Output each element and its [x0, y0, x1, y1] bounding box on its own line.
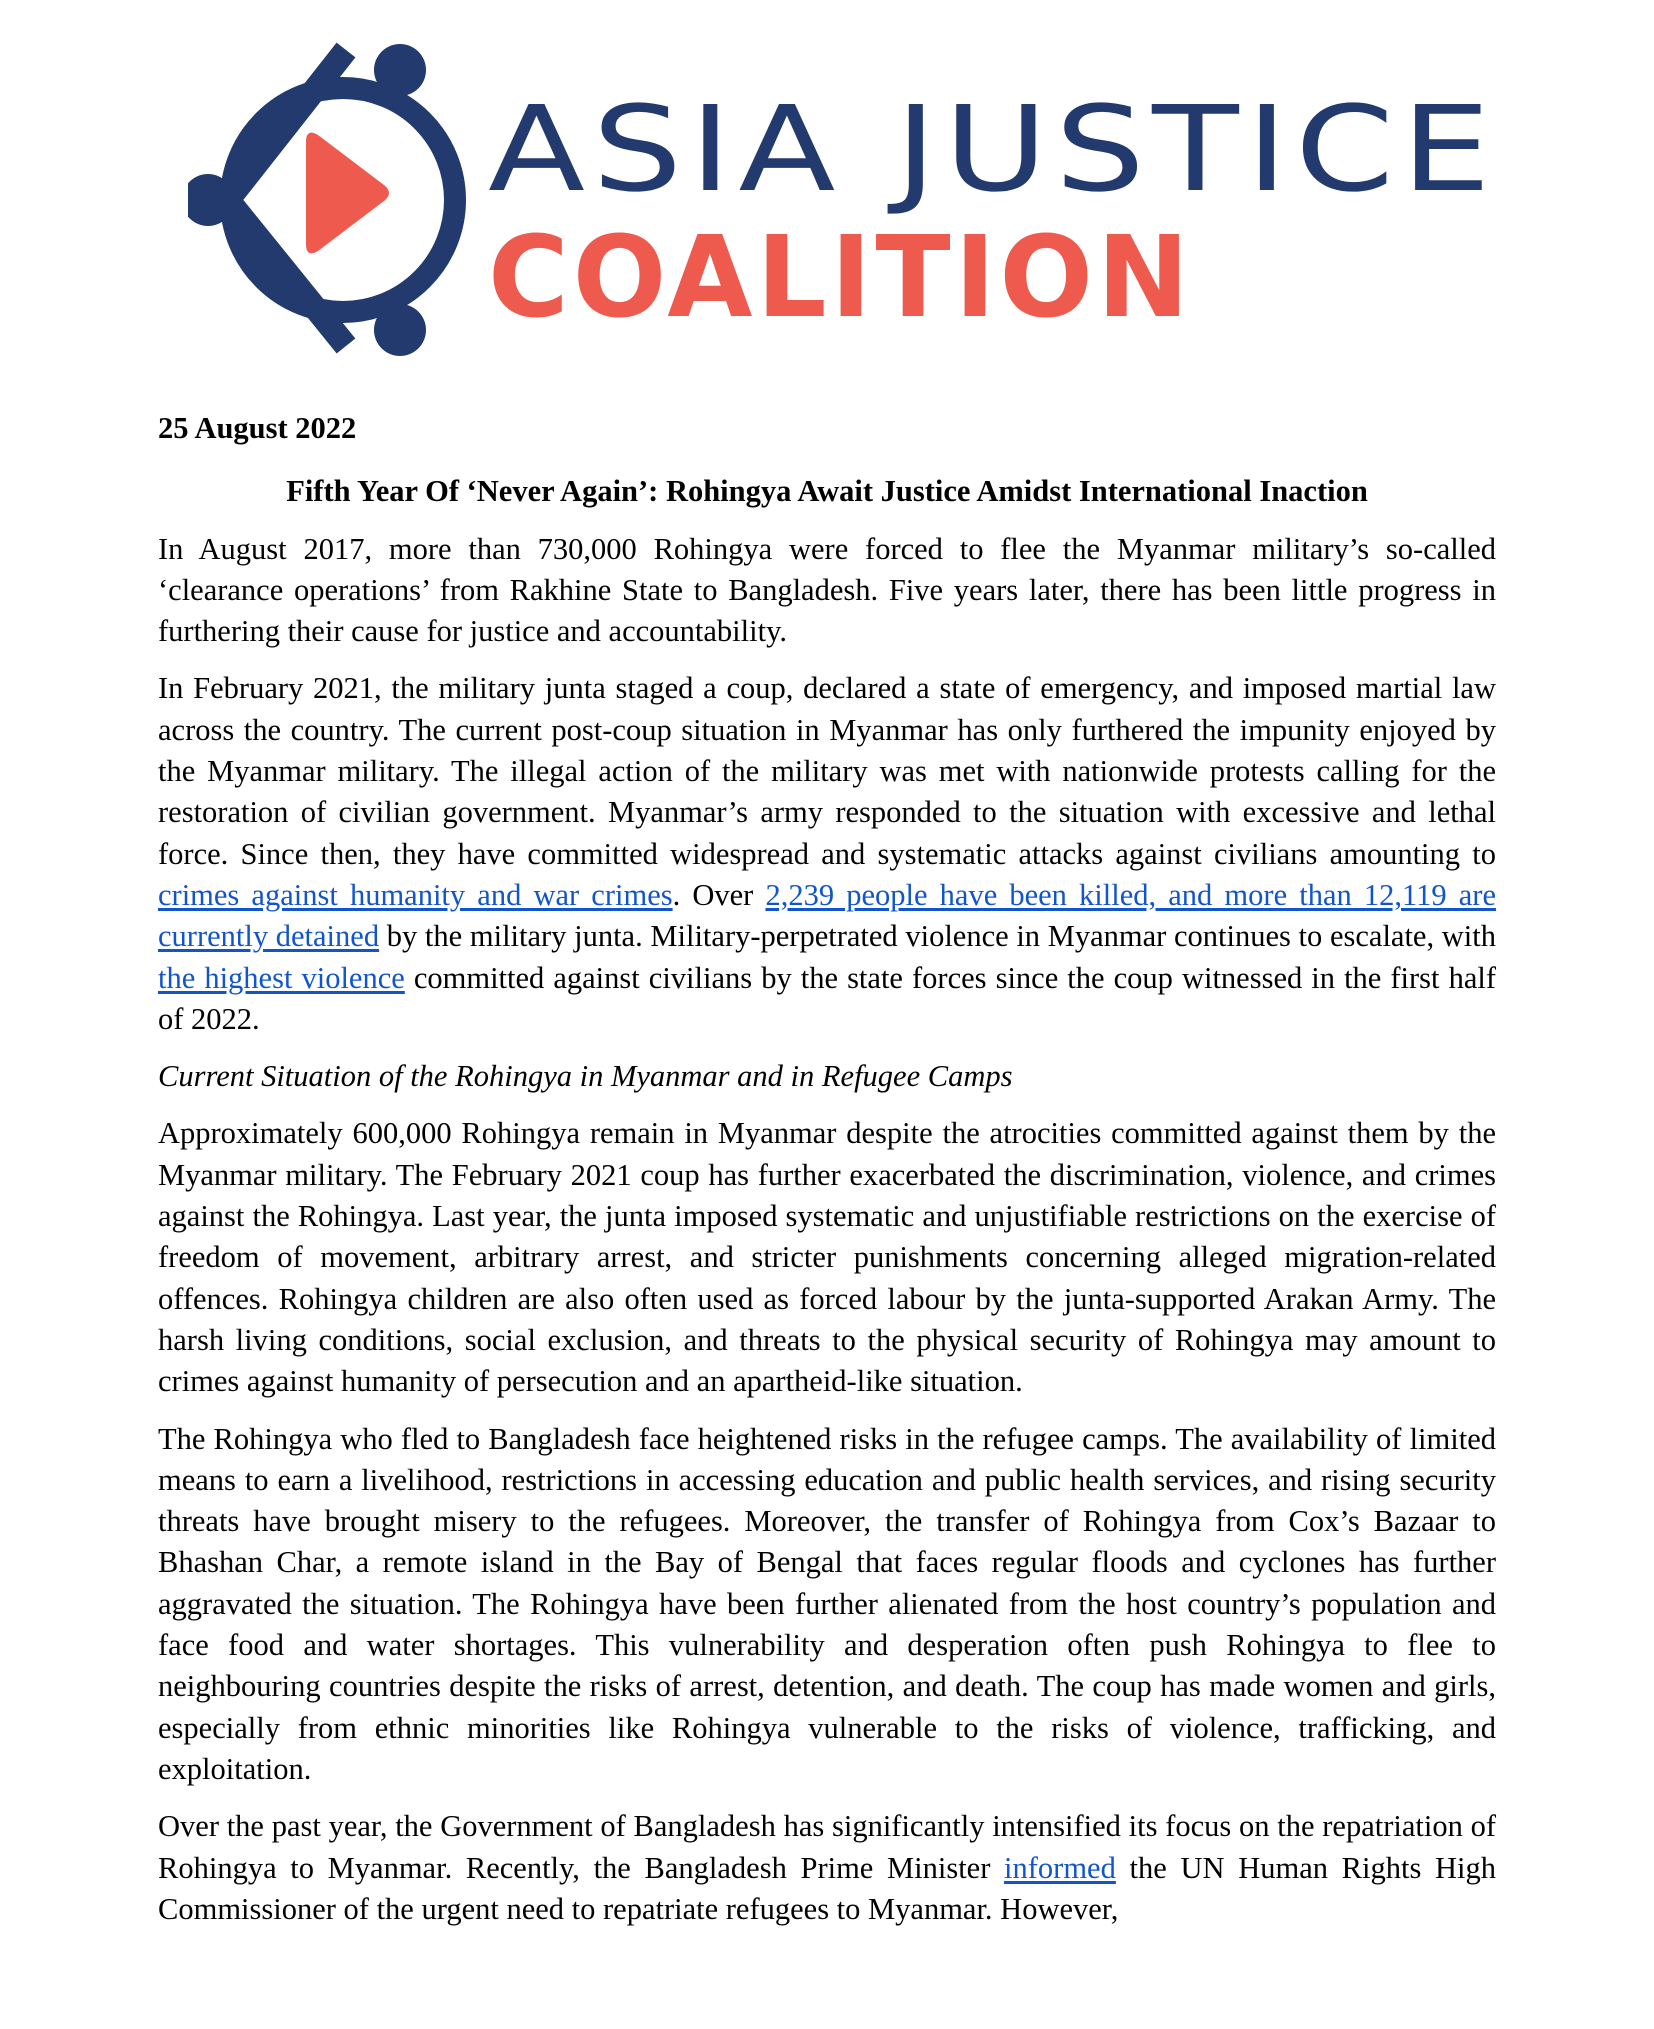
- document-body: [158, 408, 1496, 1946]
- logo-line1: ASIA JUSTICE: [488, 80, 1498, 218]
- asia-justice-coalition-logo: [188, 40, 1508, 360]
- logo-line2: COALITION: [488, 213, 1193, 343]
- link-highest-violence[interactable]: the highest violence: [158, 960, 405, 995]
- paragraph-4: The Rohingya who fled to Bangladesh face heightened risks in the refugee camps. The availability of limited means to earn a livelihood, restrictions in accessing education and public health services, and rising security threats have brought misery to the refugees. Moreover, the transfer of Rohingya from Cox’s Bazaar to Bhashan Char, a remote island in the Bay of Bengal that faces regular floods and cyclones has further aggravated the situation. The Rohingya have been further alienated from the host country’s population and face food and water shortages. This vulnerability and desperation often push Rohingya to flee to neighbouring countries despite the risks of arrest, detention, and death. The coup has made women and girls, especially from ethnic minorities like Rohingya vulnerable to the risks of violence, trafficking, and exploitation.: [158, 1421, 1496, 1786]
- logo-play-icon: [306, 133, 389, 254]
- paragraph-2-text-2: . Over: [672, 877, 766, 912]
- paragraph-3: Approximately 600,000 Rohingya remain in Myanmar despite the atrocities committed against them by the Myanmar military. The February 2021 coup has further exacerbated the discrimination, violence, and crimes against the Rohingya. Last year, the junta imposed systematic and unjustifiable restrictions on the exercise of freedom of movement, arbitrary arrest, and stricter punishments concerning alleged migration-related offences. Rohingya children are also often used as forced labour by the junta-supported Arakan Army. The harsh living conditions, social exclusion, and threats to the physical security of Rohingya may amount to crimes against humanity of persecution and an apartheid-like situation.: [158, 1116, 1496, 1399]
- section-subheading: Current Situation of the Rohingya in Myanmar and in Refugee Camps: [158, 1059, 1013, 1094]
- paragraph-5-text-1: Over the past year, the Government of Bangladesh has significantly intensified its focus on the repatriation of Rohingya to Myanmar. Recently, the Bangladesh Prime Minister: [158, 1809, 1496, 1885]
- logo-dot-top-icon: [374, 44, 426, 96]
- paragraph-2-text-1: In February 2021, the military junta staged a coup, declared a state of emergency, and imposed martial law across the country. The current post-coup situation in Myanmar has only furthered the impunity enjoyed by the Myanmar military. The illegal action of the military was met with nationwide protests calling for the restoration of civilian government. Myanmar’s army responded to the situation with excessive and lethal force. Since then, they have committed widespread and systematic attacks against civilians amounting to: [158, 671, 1496, 871]
- document-title: Fifth Year Of ‘Never Again’: Rohingya Await Justice Amidst International Inaction: [286, 474, 1368, 509]
- paragraph-5: [158, 1806, 1496, 1930]
- paragraph-1: In August 2017, more than 730,000 Rohingya were forced to flee the Myanmar military’s so-called ‘clearance operations’ from Rakhine State to Bangladesh. Five years later, there has been little progress in furthering their cause for justice and accountability.: [158, 531, 1496, 649]
- link-killed-detained[interactable]: 2,239 people have been killed, and more than 12,119 are currently detained: [158, 877, 1496, 954]
- paragraph-2-text-4: committed against civilians by the state forces since the coup witnessed in the first half of 2022.: [158, 960, 1496, 1036]
- logo-graphic: [188, 40, 1508, 360]
- document-date: 25 August 2022: [158, 411, 357, 445]
- logo-dot-bottom-icon: [374, 304, 426, 356]
- paragraph-2-text-3: by the military junta. Military-perpetrated violence in Myanmar continues to escalate, with: [379, 919, 1496, 954]
- paragraph-5-text-2: the UN Human Rights High Commissioner of the urgent need to repatriate refugees to Myanmar. However,: [158, 1850, 1496, 1926]
- paragraph-2: [158, 668, 1496, 1040]
- link-informed[interactable]: informed: [1004, 1850, 1116, 1885]
- link-crimes-against-humanity[interactable]: crimes against humanity and war crimes: [158, 877, 673, 912]
